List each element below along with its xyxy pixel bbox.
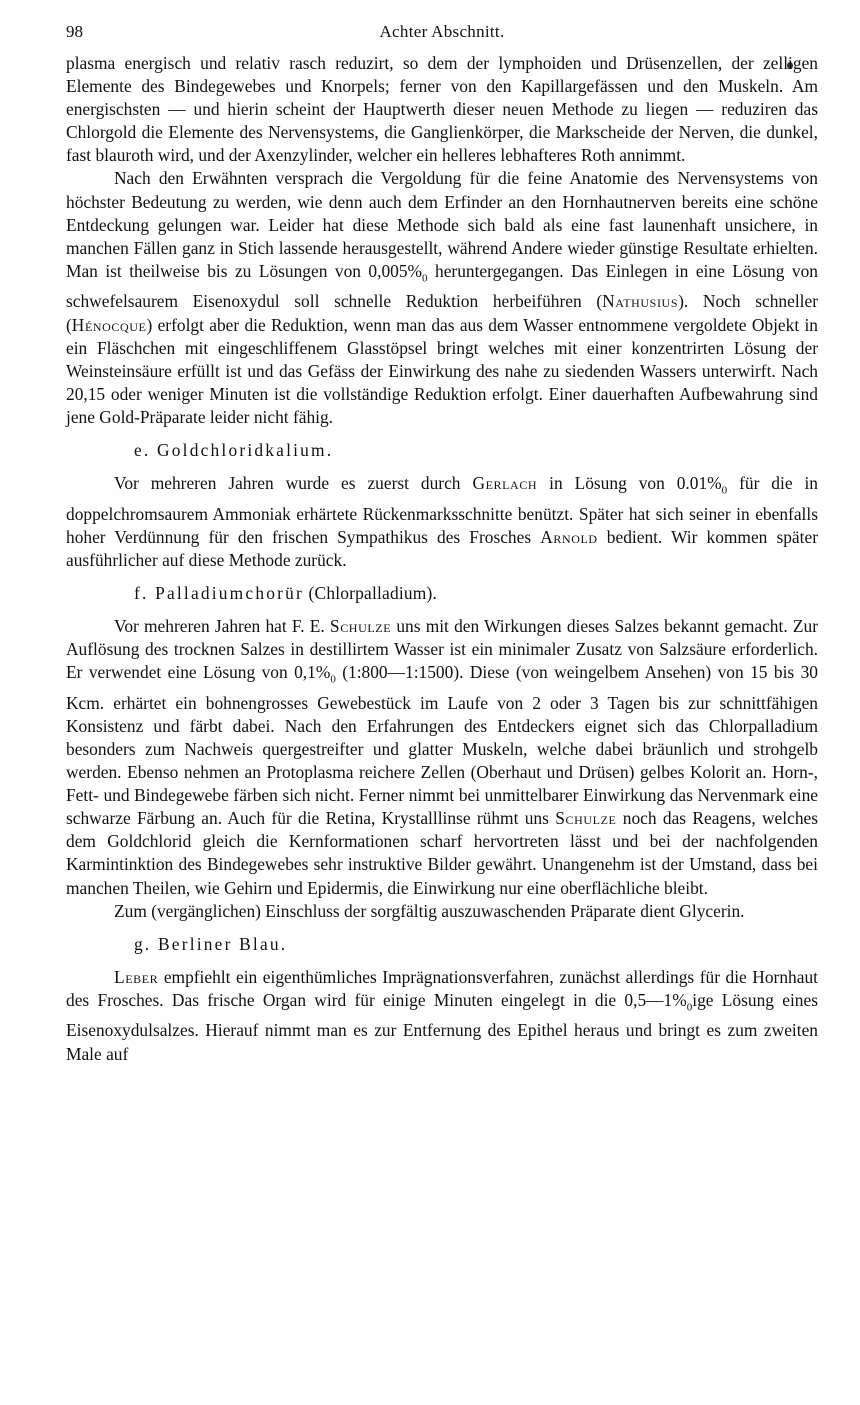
- author-name: Leber: [114, 966, 159, 987]
- book-page: [66, 22, 818, 1066]
- section-heading-f: f. Palladiumchorür (Chlorpalladium).: [134, 582, 438, 603]
- paragraph-berliner-blau: Leber empfiehlt ein eigenthümliches Imprägnationsverfahren, zunächst allerdings für die Hornhaut des Frosches. Das frische Organ wird für einige Minuten eingelegt in die $0,5—1\%_0ige$ Lösung eines Eisenoxydulsalzes. Hierauf nimmt man es zur Entfernung des Epithel heraus und bringt es zum zweiten Male auf: [66, 966, 818, 1064]
- author-name: Schulze: [555, 808, 617, 829]
- paragraph-palladiumchlorur: Vor mehreren Jahren hat F. E. Schulze uns mit den Wirkungen dieses Salzes bekannt gemacht. Zur Auflösung des trocknen Salzes in destillirtem Wasser ist ein minimaler Zusatz von Salzsäure erforderlich. Er verwendet eine Lösung von $0,1\%_0$ (1:800—1:1500). Diese (von weingelbem Ansehen) von 15 bis 30 Kcm. erhärtet ein bohnengrosses Gewebestück im Laufe von 2 oder 3 Tagen bis zur schnittfähigen Konsistenz und färbt dabei. Nach den Erfahrungen des Entdeckers eignet sich das Chlorpalladium besonders zum Nachweis quergestreifter und glatter Muskeln, welche dabei bräunlich und strohgelb werden. Ebenso nehmen an Protoplasma reichere Zellen (Oberhaut und Drüsen) gelbes Kolorit an. Horn-, Fett- und Bindegewebe färben sich nicht. Ferner nimmt bei unmittelbarer Einwirkung das Nervenmark eine schwarze Färbung an. Auch für die Retina, Krystalllinse rühmt uns Schulze noch das Reagens, welches dem Goldchlorid gleich die Kernformationen scharf hervortreten lässt und bei der nachfolgenden Karmintinktion des Bindegewebes sehr instruktive Bilder gewährt. Unangenehm ist der Umstand, dass bei manchen Theilen, wie Gehirn und Epidermis, die Einwirkung nur eine oberflächliche bleibt.: [66, 616, 819, 898]
- section-heading-g: g. Berliner Blau.: [134, 933, 288, 954]
- author-name: Nathusius: [602, 291, 679, 312]
- author-name: Schulze: [329, 616, 392, 636]
- paragraph-vergoldung: Nach den Erwähnten versprach die Vergoldung für die feine Anatomie des Nervensystems von höchster Bedeutung zu werden, wie denn auch dem Erfinder an den Hornhautnerven bereits eine schöne Entdeckung gelungen war. Leider hat diese Methode sich bald als eine fast launenhaft unsichere, in manchen Fällen ganz in Stich lassende herausgestellt, während Andere wieder günstige Resultate erhielten. Man ist theilweise bis zu Lösungen von $0,005\%_0$ heruntergegangen. Das Einlegen in eine Lösung von schwefelsaurem Eisenoxydul soll schnelle Reduktion herbeiführen (Nathusius). Noch schneller (Hénocque) erfolgt aber die Reduktion, wenn man das aus dem Wasser entnommene vergoldete Objekt in ein Fläschchen mit eingeschliffenem Glasstöpsel bringt welches mit einer konzentrirten Lösung der Weinsteinsäure erfüllt ist und das Gefäss der Einwirkung des nahe zu siedenden Wassers unterwirft. Nach 20,15 oder weniger Minuten ist die vollständige Reduktion erfolgt. Einer dauerhaften Aufbewahrung sind jene Gold-Präparate leider nicht fähig.: [66, 168, 818, 427]
- paragraph-goldchloridkalium: Vor mehreren Jahren wurde es zuerst durch Gerlach in Lösung von $0.01\%_0$ für die in doppelchromsaurem Ammoniak erhärtete Rückenmarksschnitte benützt. Später hat sich seiner in ebenfalls hoher Verdünnung für den frischen Sympathikus des Frosches Arnold bedient. Wir kommen später ausführlicher auf diese Methode zurück.: [66, 473, 819, 570]
- chapter-title: Achter Abschnitt.: [379, 22, 505, 41]
- author-name: Arnold: [540, 526, 598, 547]
- paragraph-einschluss: Zum (vergänglichen) Einschluss der sorgfältig auszuwaschenden Präparate dient Glycerin.: [114, 900, 745, 921]
- body-text: [66, 52, 818, 1066]
- section-heading-e: e. Goldchloridkalium.: [134, 439, 334, 460]
- running-head: [66, 22, 818, 52]
- page-number: 98: [66, 22, 83, 41]
- author-name: Hénocque: [71, 314, 147, 335]
- author-name: Gerlach: [472, 473, 538, 494]
- paragraph-chlorgold-continued: plasma energisch und relativ rasch reduzirt, so dem der lymphoiden und Drüsenzellen, der zelligen Elemente des Bindegewebes und Knorpels; ferner von den Kapillargefässen und den Muskeln. Am energischsten — und hierin scheint der Hauptwerth dieser neuen Methode zu liegen — reduziren das Chlorgold die Elemente des Nervensystems, die Ganglienkörper, die Markscheide der Nerven, die dunkel, fast blauroth wird, und der Axenzylinder, welcher ein helleres lebhafteres Roth annimmt.: [66, 53, 818, 166]
